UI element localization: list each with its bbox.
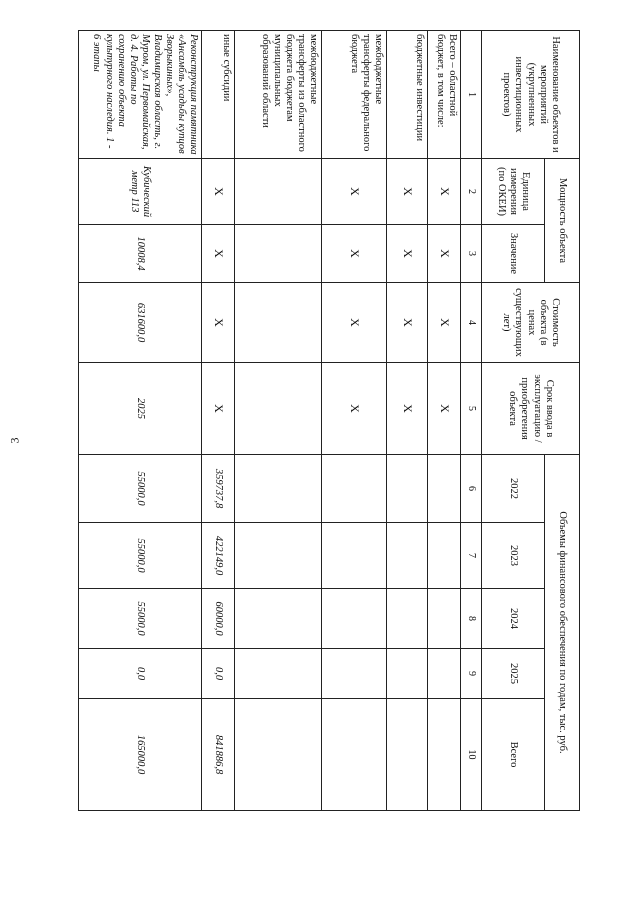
header-year-2024: 2024 [482,589,545,649]
cell-value: 10008,4 [79,225,202,283]
header-year-2023: 2023 [482,523,545,589]
header-capacity: Мощность объекта [545,159,580,283]
table-row [322,31,387,811]
cell-2025 [387,649,428,699]
cell-2024: 60000,0 [202,589,235,649]
cell-value [235,225,322,283]
col-number: 2 [461,159,482,225]
cell-2025: 0,0 [79,649,202,699]
cell-2022 [387,455,428,523]
row-name: межбюджетные трансферты федерального бюджета [322,31,387,159]
cell-2022 [322,455,387,523]
row-name: Реконструкция памятника «Ансамбль усадьбы купцов Зворыкиных», Владимирская область, г. Муром, ул. Первомайская, д. 4. Работы по сохранению объекта культурного наследия. 1 - 6 этапы [79,31,202,159]
cell-2023 [322,523,387,589]
cell-2024: 55000,0 [79,589,202,649]
row-name: Всего – областной бюджет, в том числе: [428,31,461,159]
cell-2025 [322,649,387,699]
page-number: 3 [7,437,22,443]
cell-total [428,699,461,811]
cell-unit: Х [322,159,387,225]
cell-term: Х [428,363,461,455]
table-row [235,31,322,811]
cell-2023 [235,523,322,589]
header-value: Значение [482,225,545,283]
cell-cost: Х [387,283,428,363]
header-unit: Единица измерения (по ОКЕИ) [482,159,545,225]
cell-cost: Х [202,283,235,363]
cell-2022: 55000,0 [79,455,202,523]
cell-value: Х [387,225,428,283]
cell-unit [235,159,322,225]
cell-cost: 631600,0 [79,283,202,363]
cell-term: Х [322,363,387,455]
cell-2024 [235,589,322,649]
cell-term: Х [387,363,428,455]
cell-cost [235,283,322,363]
cell-value: Х [428,225,461,283]
col-number: 4 [461,283,482,363]
header-term: Срок ввода в эксплуатацию / приобретения объекта [482,363,580,455]
cell-term: Х [202,363,235,455]
header-total: Всего [482,699,545,811]
col-number: 9 [461,649,482,699]
cell-unit: Х [428,159,461,225]
table-row [202,31,235,811]
cell-value: Х [202,225,235,283]
table-row [428,31,461,811]
row-name: иные субсидии [202,31,235,159]
header-year-2022: 2022 [482,455,545,523]
col-number: 10 [461,699,482,811]
cell-2025: 0,0 [202,649,235,699]
cell-2022: 359737,8 [202,455,235,523]
cell-2023: 422149,0 [202,523,235,589]
cell-total [387,699,428,811]
col-number: 8 [461,589,482,649]
cell-2025 [235,649,322,699]
cell-unit: Кубический метр 113 [79,159,202,225]
cell-total: 841886,8 [202,699,235,811]
rotated-table-container [88,30,580,810]
col-number: 1 [461,31,482,159]
cell-total: 165000,0 [79,699,202,811]
cell-2024 [428,589,461,649]
cell-unit: Х [202,159,235,225]
cell-2025 [428,649,461,699]
col-number: 3 [461,225,482,283]
cell-cost: Х [322,283,387,363]
cell-term [235,363,322,455]
cell-total [235,699,322,811]
header-name: Наименование объектов и мероприятий (укрупненных инвестиционных проектов) [482,31,580,159]
cell-2023 [428,523,461,589]
cell-cost: Х [428,283,461,363]
cell-2023: 55000,0 [79,523,202,589]
row-name: бюджетные инвестиции [387,31,428,159]
cell-2024 [322,589,387,649]
table-row [79,31,202,811]
cell-2022 [235,455,322,523]
table-row [387,31,428,811]
cell-unit: Х [387,159,428,225]
cell-2023 [387,523,428,589]
investment-table [78,30,580,811]
cell-2022 [428,455,461,523]
cell-term: 2025 [79,363,202,455]
header-year-2025: 2025 [482,649,545,699]
col-number: 5 [461,363,482,455]
cell-2024 [387,589,428,649]
cell-value: Х [322,225,387,283]
col-number: 6 [461,455,482,523]
col-number: 7 [461,523,482,589]
header-funding: Объемы финансового обеспечения по годам, тыс. руб. [545,455,580,811]
cell-total [322,699,387,811]
row-name: межбюджетные трансферты из областного бюджета бюджетам муниципальных образований области [235,31,322,159]
header-cost: Стоимость объекта (в ценах существующих лет) [482,283,580,363]
